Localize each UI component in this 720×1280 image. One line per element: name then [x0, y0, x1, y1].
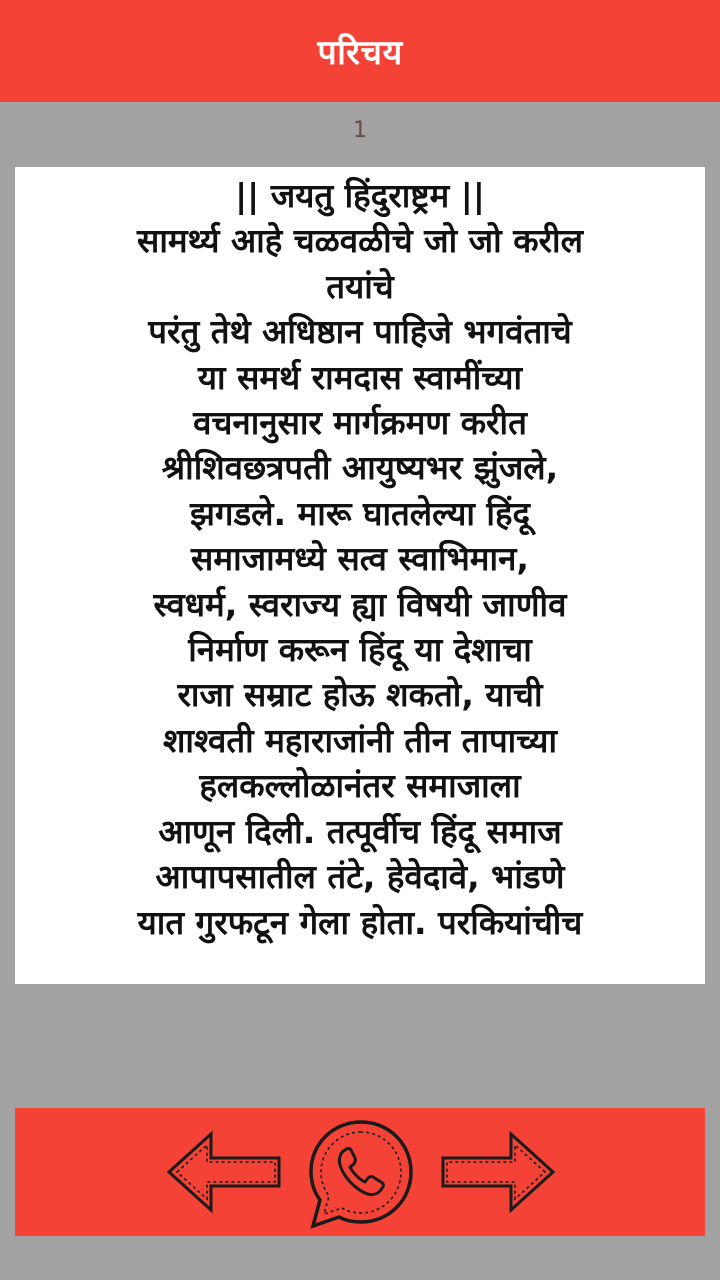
content-line: राजा सम्राट होऊ शकतो, याची	[177, 675, 543, 715]
whatsapp-icon	[305, 1116, 417, 1232]
content-line: शाश्वती महाराजांनी तीन तापाच्या	[162, 720, 557, 760]
content-line: परंतु तेथे अधिष्ठान पाहिजे भगवंताचे	[148, 312, 572, 352]
content-line: या समर्थ रामदास स्वामींच्या	[197, 357, 523, 397]
content-line: स्वधर्म, स्वराज्य ह्या विषयी जाणीव	[153, 584, 567, 624]
bottom-toolbar	[15, 1108, 705, 1236]
page-title: परिचय	[317, 33, 403, 73]
whatsapp-share-button[interactable]	[305, 1116, 417, 1232]
content-line: सामर्थ्य आहे चळवळीचे जो जो करील	[137, 221, 583, 261]
content-line: हलकल्लोळानंतर समाजाला	[199, 766, 521, 806]
content-line: झगडले. मारू घातलेल्या हिंदू	[189, 493, 531, 533]
content-line: आपापसातील तंटे, हेवेदावे, भांडणे	[155, 857, 565, 897]
page-number: 1	[353, 118, 367, 143]
content-line: आणून दिली. तत्पूर्वीच हिंदू समाज	[158, 811, 562, 851]
content-line: तयांचे	[326, 266, 394, 306]
arrow-right-icon	[439, 1130, 557, 1214]
content-line: || जयतु हिंदुराष्ट्रम ||	[235, 176, 485, 215]
content-line: यात गुरफटून गेला होता. परकियांचीच	[137, 902, 583, 942]
content-line: श्रीशिवछत्रपती आयुष्यभर झुंजले,	[161, 448, 559, 488]
content-line: समाजामध्ये सत्व स्वाभिमान,	[191, 539, 529, 579]
app-bar	[0, 0, 720, 102]
previous-button[interactable]	[165, 1130, 283, 1214]
arrow-left-icon	[165, 1130, 283, 1214]
content-text	[15, 167, 705, 945]
next-button[interactable]	[439, 1130, 557, 1214]
content-card[interactable]	[15, 167, 705, 984]
content-line: निर्माण करून हिंदू या देशाचा	[188, 630, 532, 670]
content-line: वचनानुसार मार्गक्रमण करीत	[193, 403, 527, 443]
